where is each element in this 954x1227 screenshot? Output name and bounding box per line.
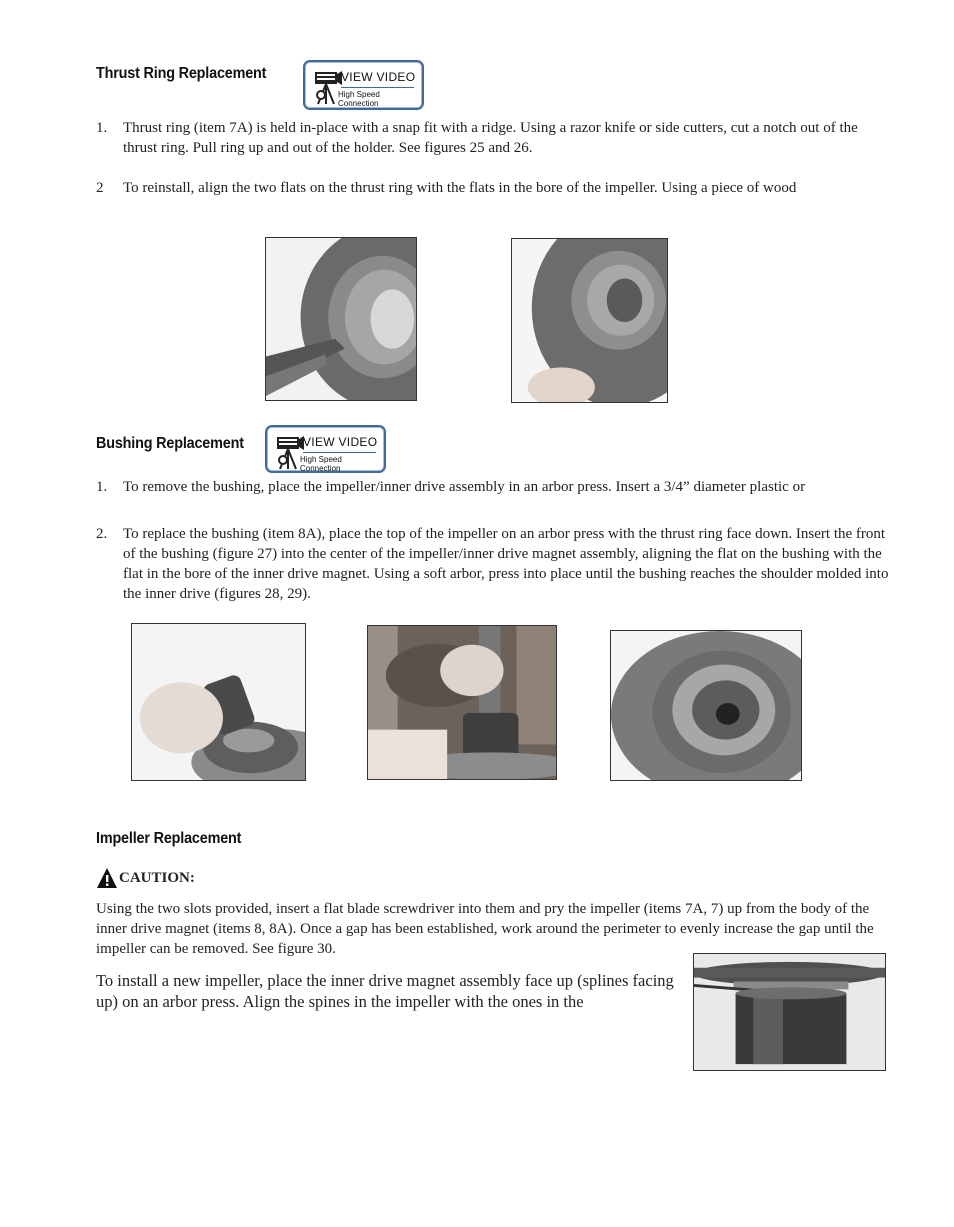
view-video-sublabel: High Speed Connection <box>338 90 380 108</box>
view-video-button-thrust-ring[interactable] <box>303 60 424 110</box>
section-heading-thrust-ring: Thrust Ring Replacement <box>96 65 267 82</box>
step-number: 1. <box>96 479 108 495</box>
section-heading-impeller: Impeller Replacement <box>96 830 242 847</box>
step-text: Thrust ring (item 7A) is held in-place with a snap fit with a ridge. Using a razor knife or side cutters, cut a notch out of the thrust ring. Pull ring up and out of the holder. See figures 25 and 26. <box>123 120 858 156</box>
view-video-label: VIEW VIDEO <box>303 435 378 449</box>
step-text: To replace the bushing (item 8A), place the top of the impeller on an arbor press with the thrust ring face down. Insert the front of the bushing (figure 27) into the center of the impeller/inner drive magnet assembly, aligning the flat on the bushing with the flat in the bore of the inner drive magnet. Using a soft arbor, press into place until the bushing reaches the shoulder molded into the inner drive (figures 28, 29). <box>123 526 889 602</box>
divider <box>341 87 414 88</box>
step-text: To remove the bushing, place the impeller/inner drive assembly in an arbor press. Insert a 3/4” diameter plastic or <box>123 479 806 495</box>
step-number: 2. <box>96 526 108 542</box>
warning-icon <box>96 867 118 889</box>
view-video-label: VIEW VIDEO <box>341 70 416 84</box>
photo-impeller-prying <box>693 953 886 1071</box>
caution-label: CAUTION: <box>119 870 195 886</box>
step-text: To reinstall, align the two flats on the thrust ring with the flats in the bore of the impeller. Using a piece of wood <box>123 180 797 196</box>
photo-thrust-ring-cutting <box>265 237 417 401</box>
step-number: 1. <box>96 120 108 136</box>
photo-bushing-arbor-press <box>367 625 557 780</box>
photo-bushing-insert <box>131 623 306 781</box>
photo-bushing-installed <box>610 630 802 781</box>
view-video-button-bushing[interactable] <box>265 425 386 473</box>
photo-thrust-ring-removed <box>511 238 668 403</box>
step-number: 2 <box>96 180 104 196</box>
caution-text: Using the two slots provided, insert a flat blade screwdriver into them and pry the impeller (items 7A, 7) up from the body of the inner drive magnet (items 8, 8A). Once a gap has been established, work around the perimeter to evenly increase the gap until the impeller can be removed. See figure 30. <box>96 901 874 957</box>
caution-row <box>96 865 195 889</box>
view-video-sublabel: High Speed Connection <box>300 455 342 473</box>
install-impeller-text: To install a new impeller, place the inner drive magnet assembly face up (splines facing up) on an arbor press. Align the spines in the impeller with the ones in the <box>96 971 674 1011</box>
divider <box>303 452 376 453</box>
section-heading-bushing: Bushing Replacement <box>96 435 244 452</box>
